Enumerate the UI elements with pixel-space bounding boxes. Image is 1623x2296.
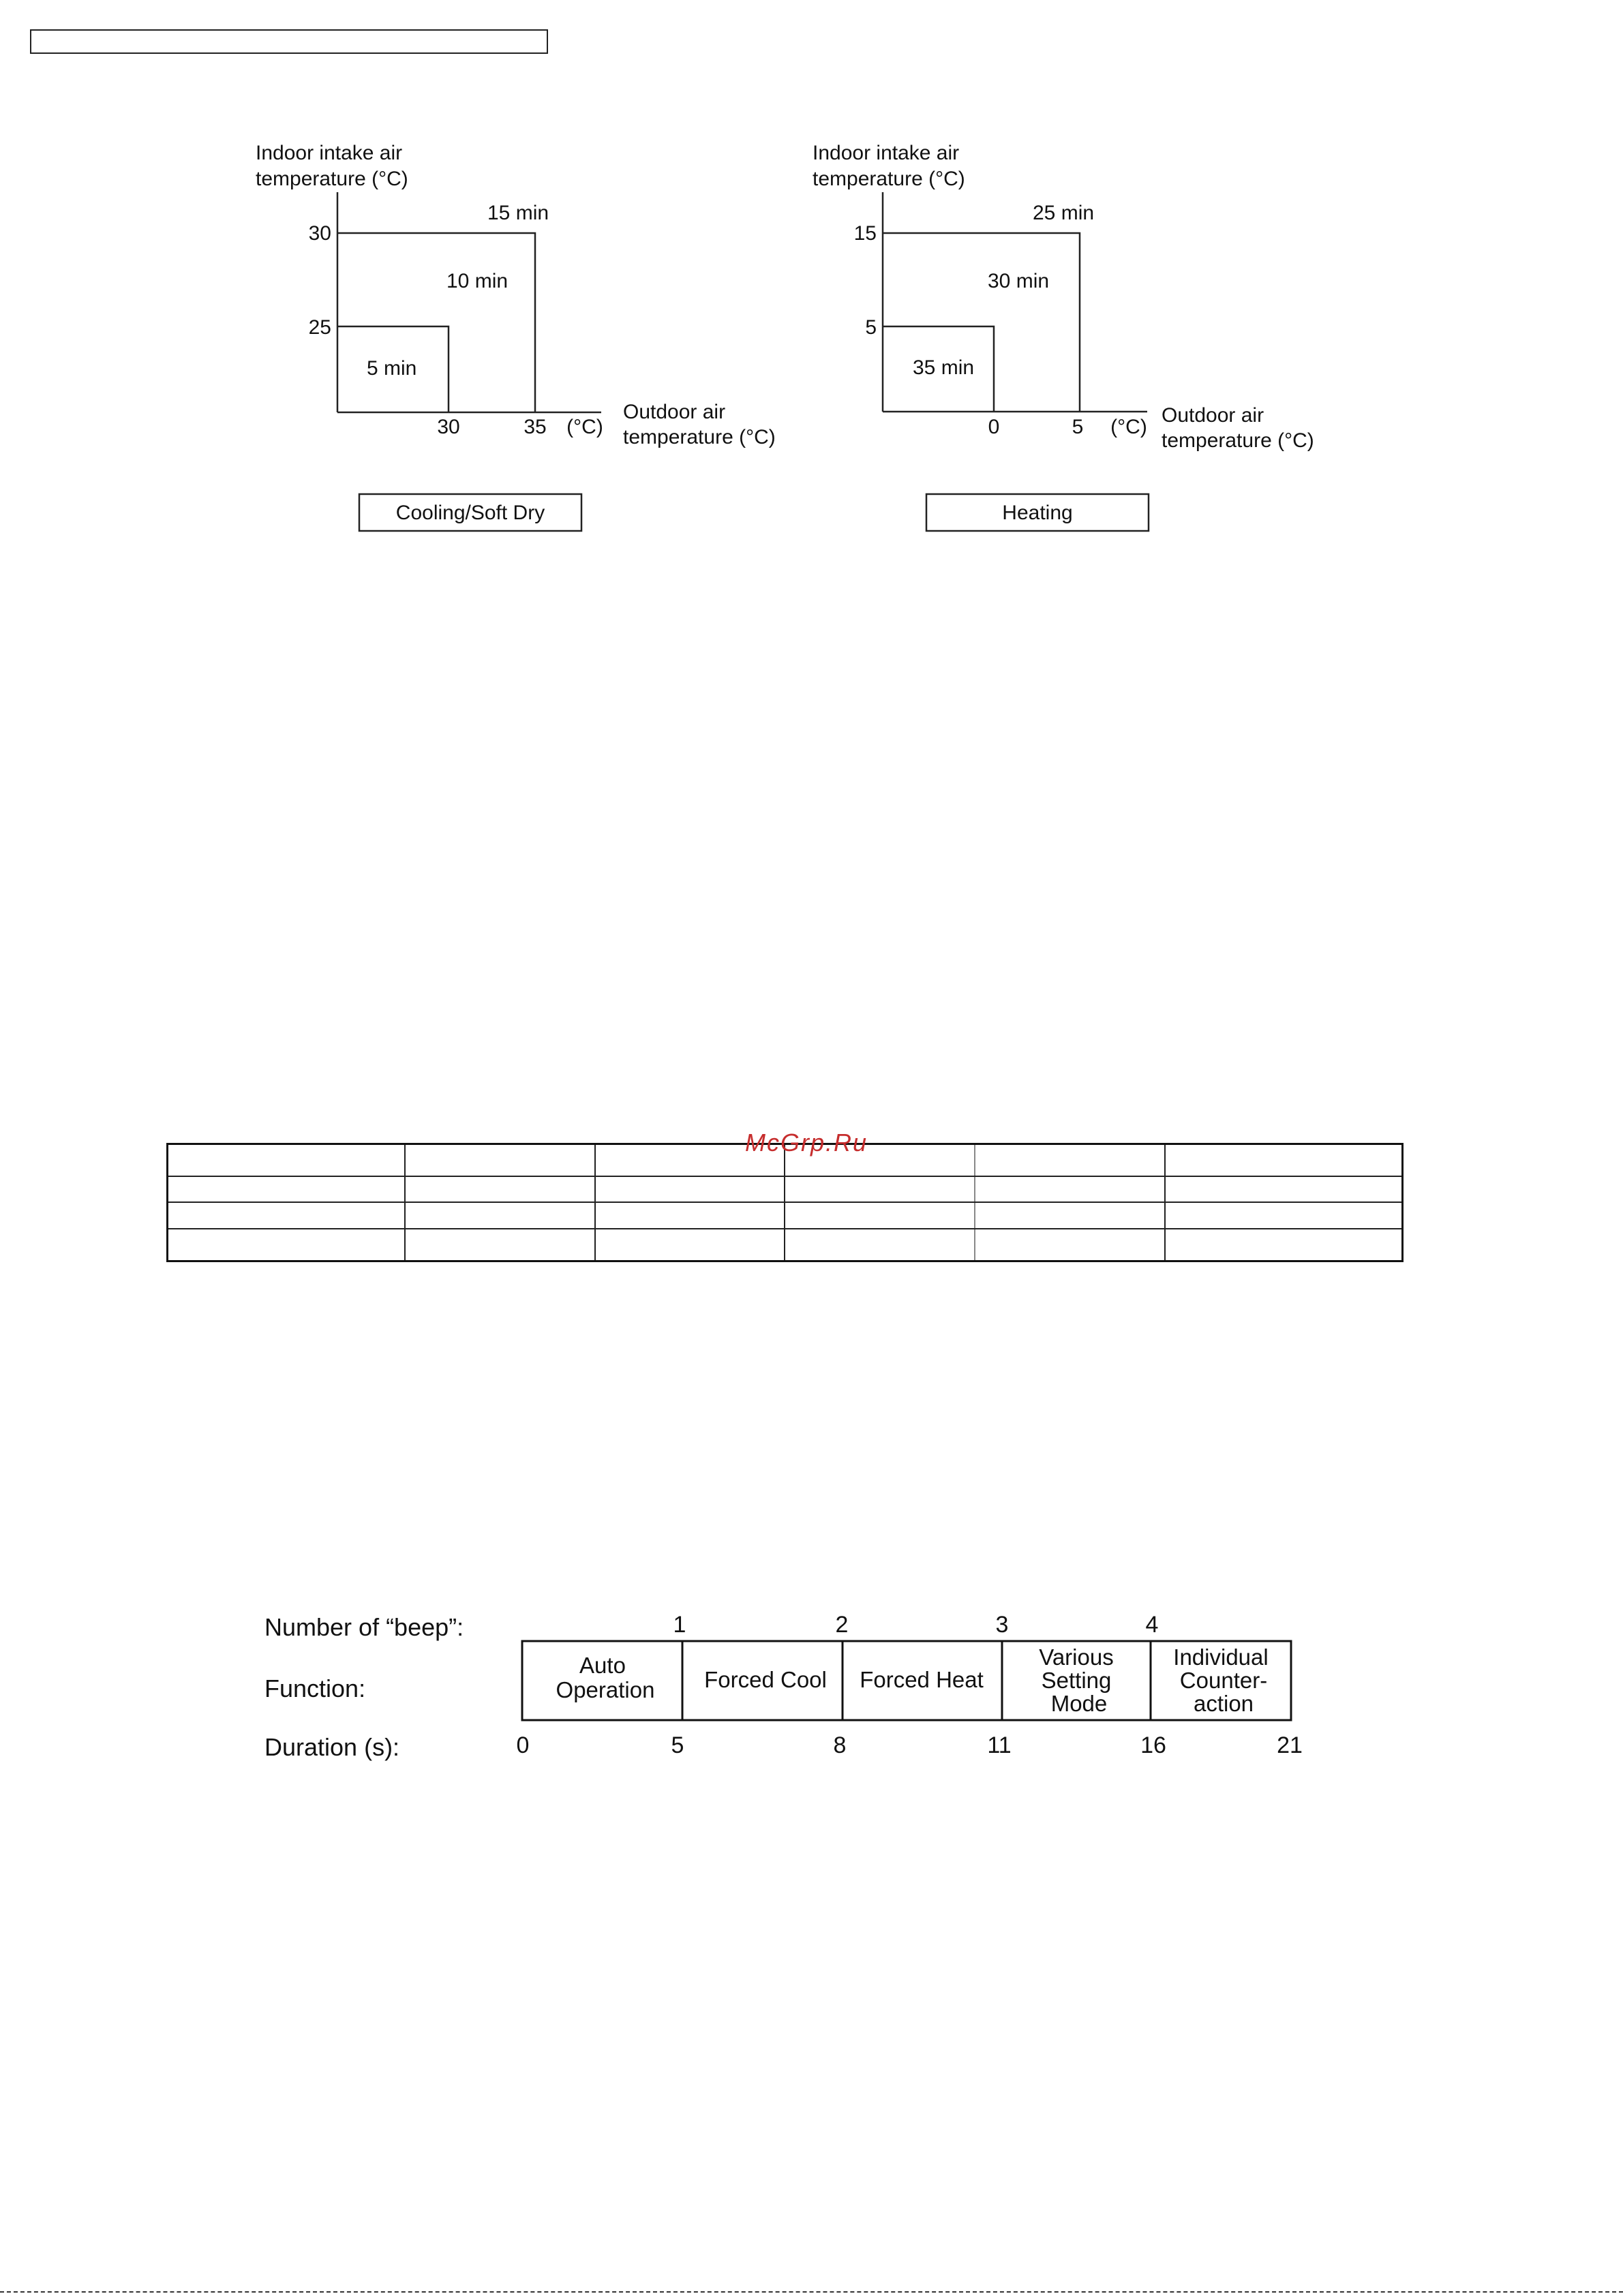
cooling-ytick-25: 25: [308, 316, 331, 339]
cooling-xlabel-2: temperature (°C): [623, 426, 776, 448]
heating-x-unit: (°C): [1110, 416, 1147, 438]
function-individual-line1: Individual: [1173, 1644, 1269, 1670]
table-cell: [168, 1202, 405, 1228]
table-cell: [405, 1176, 595, 1202]
table-cell: [975, 1176, 1165, 1202]
table-cell: [1165, 1176, 1402, 1202]
heating-region-25min: 25 min: [1033, 202, 1095, 224]
duration-5: 5: [671, 1732, 684, 1758]
table-cell: [785, 1176, 975, 1202]
table-cell: [975, 1229, 1165, 1261]
function-individual-line2: Counter-: [1179, 1668, 1268, 1693]
heating-ylabel-2: temperature (°C): [813, 168, 965, 190]
duration-label: Duration (s):: [264, 1733, 400, 1761]
heating-region-30min: 30 min: [988, 270, 1050, 292]
function-forced-heat: Forced Heat: [860, 1667, 984, 1692]
heating-xtick-0: 0: [988, 416, 1000, 438]
beep-number-1: 1: [673, 1612, 686, 1638]
heating-ylabel-1: Indoor intake air: [813, 142, 960, 164]
table-cell: [595, 1202, 785, 1228]
cooling-caption: Cooling/Soft Dry: [395, 502, 545, 524]
table-cell: [168, 1229, 405, 1261]
duration-11: 11: [987, 1732, 1012, 1758]
table-cell: [1165, 1202, 1402, 1228]
table-row: [168, 1176, 1403, 1202]
table-cell: [975, 1202, 1165, 1228]
table-cell: [1165, 1144, 1402, 1177]
cooling-xlabel-1: Outdoor air: [623, 401, 726, 423]
table-cell: [405, 1144, 595, 1177]
table-cell: [405, 1202, 595, 1228]
table-cell: [168, 1144, 405, 1177]
heating-xlabel-2: temperature (°C): [1162, 429, 1314, 452]
cooling-xtick-35: 35: [524, 416, 547, 438]
beep-number-3: 3: [995, 1612, 1009, 1638]
cooling-diagram: [256, 142, 776, 531]
watermark-text: McGrp.Ru: [745, 1129, 868, 1157]
table-cell: [405, 1229, 595, 1261]
function-auto-line1: Auto: [579, 1653, 626, 1678]
table-cell: [785, 1202, 975, 1228]
duration-0: 0: [516, 1732, 530, 1758]
duration-8: 8: [833, 1732, 847, 1758]
cooling-ytick-30: 30: [308, 222, 331, 245]
table-cell: [1165, 1229, 1402, 1261]
function-various-line2: Setting: [1041, 1668, 1112, 1693]
cooling-region-15min: 15 min: [487, 202, 549, 224]
cooling-ylabel-1: Indoor intake air: [256, 142, 403, 164]
table-row: [168, 1202, 1403, 1228]
heating-caption: Heating: [1002, 502, 1073, 524]
heating-ytick-15: 15: [853, 222, 877, 245]
function-forced-cool: Forced Cool: [704, 1667, 827, 1692]
table-cell: [595, 1229, 785, 1261]
duration-16: 16: [1140, 1732, 1166, 1758]
beep-function-chart: [0, 1567, 1623, 1792]
table-row: [168, 1229, 1403, 1261]
empty-grid-table: [166, 1143, 1404, 1262]
beep-number-2: 2: [835, 1612, 849, 1638]
cooling-x-unit: (°C): [566, 416, 603, 438]
function-auto-line2: Operation: [556, 1677, 655, 1702]
heating-diagram: [813, 142, 1314, 531]
beep-count-label: Number of “beep”:: [264, 1613, 464, 1641]
heating-region-35min: 35 min: [913, 356, 975, 379]
cooling-ylabel-2: temperature (°C): [256, 168, 408, 190]
heating-xtick-5: 5: [1072, 416, 1084, 438]
page-bottom-rule: [0, 2291, 1623, 2293]
function-various-line3: Mode: [1050, 1691, 1108, 1716]
table-cell: [168, 1176, 405, 1202]
timer-diagrams: [0, 0, 1623, 579]
table-cell: [785, 1229, 975, 1261]
function-various-line1: Various: [1039, 1644, 1114, 1670]
cooling-region-5min: 5 min: [367, 357, 417, 380]
function-individual-line3: action: [1193, 1691, 1254, 1716]
function-label: Function:: [264, 1674, 366, 1702]
duration-21: 21: [1277, 1732, 1303, 1758]
cooling-xtick-30: 30: [437, 416, 460, 438]
table-cell: [975, 1144, 1165, 1177]
heating-ytick-5: 5: [865, 316, 877, 339]
cooling-region-outer: [337, 233, 535, 412]
cooling-region-10min: 10 min: [446, 270, 509, 292]
heating-xlabel-1: Outdoor air: [1162, 404, 1264, 427]
table-cell: [595, 1176, 785, 1202]
beep-number-4: 4: [1145, 1612, 1159, 1638]
heating-region-outer: [883, 233, 1080, 412]
